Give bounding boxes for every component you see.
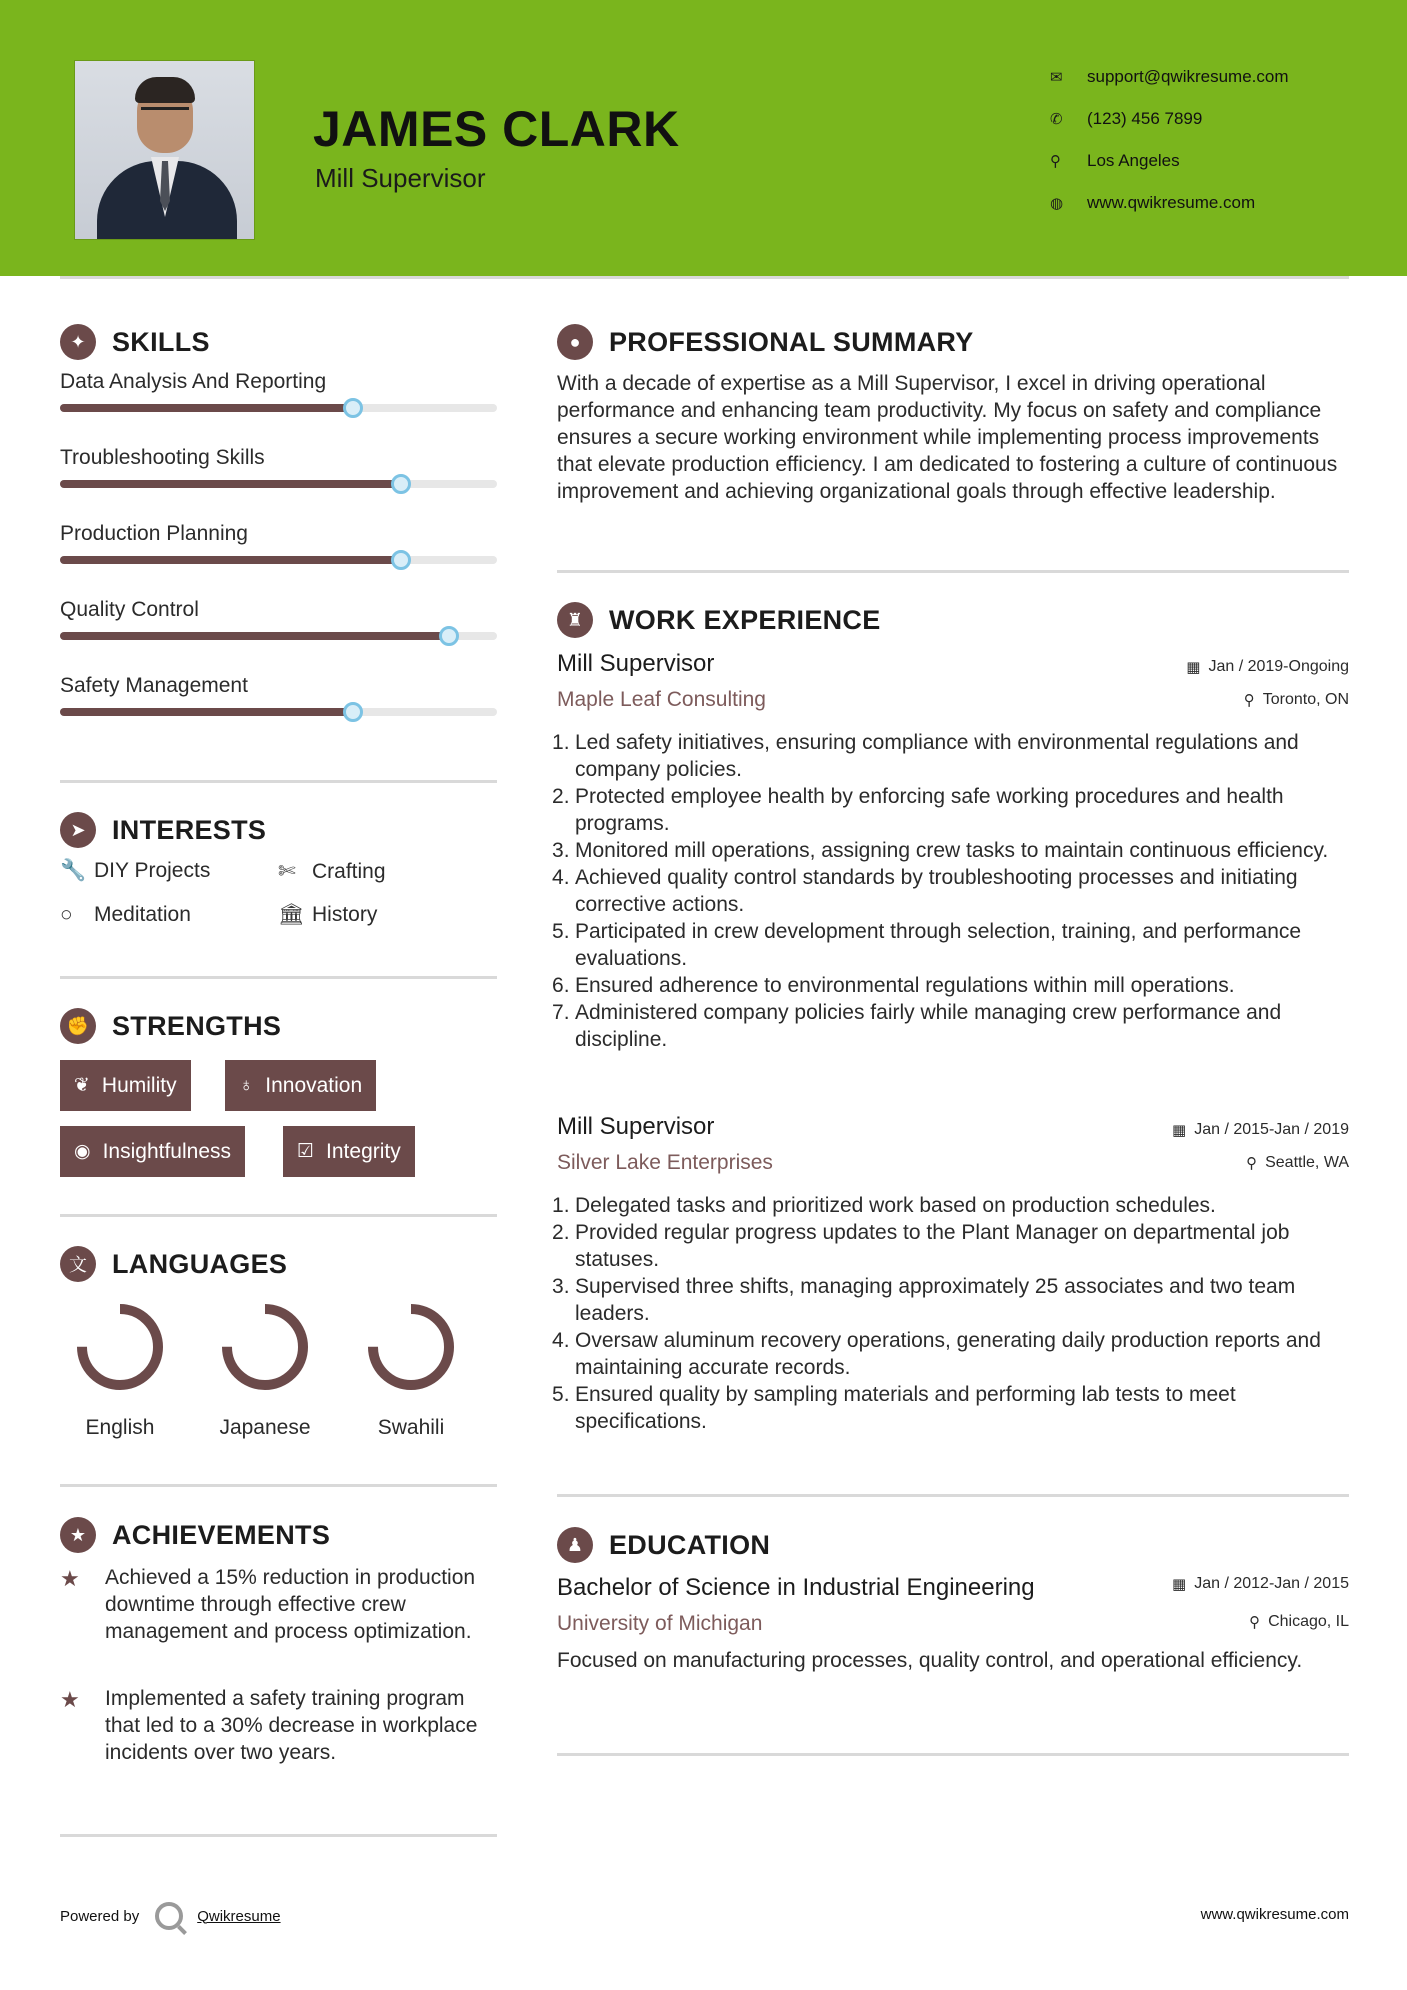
list-item: Monitored mill operations, assigning crew tasks to maintain continuous efficiency. bbox=[575, 839, 1329, 862]
calendar-icon: ▦ bbox=[1172, 1576, 1187, 1593]
pushpin-icon: ⚲ bbox=[1246, 1155, 1258, 1172]
envelope-icon: ✉ bbox=[1050, 69, 1063, 86]
divider bbox=[60, 976, 497, 979]
language-gauge bbox=[366, 1302, 456, 1392]
job-dates: ▦ Jan / 2015-Jan / 2019 bbox=[1172, 1121, 1349, 1139]
skill-item: Production Planning bbox=[60, 522, 497, 546]
skill-bar bbox=[60, 404, 497, 412]
list-item: Oversaw aluminum recovery operations, generating daily production reports and maintaining accurate records. bbox=[575, 1329, 1321, 1379]
skill-item: Data Analysis And Reporting bbox=[60, 370, 497, 394]
candidate-title: Mill Supervisor bbox=[315, 163, 486, 193]
pushpin-icon: ⚲ bbox=[1249, 1614, 1261, 1631]
contact-location: ⚲ Los Angeles bbox=[1050, 151, 1180, 170]
eye-icon: ◉ bbox=[74, 1141, 91, 1162]
strength-tag: ♁ Innovation bbox=[225, 1060, 376, 1111]
experience-heading: ♜ WORK EXPERIENCE bbox=[557, 602, 881, 638]
language-item: Swahili bbox=[351, 1302, 471, 1440]
candidate-name: JAMES CLARK bbox=[313, 101, 680, 157]
interests-heading: ➤ INTERESTS bbox=[60, 812, 266, 848]
chair-icon: ♜ bbox=[557, 602, 593, 638]
summary-heading: ● PROFESSIONAL SUMMARY bbox=[557, 324, 974, 360]
divider bbox=[557, 1494, 1349, 1497]
job-company: Maple Leaf Consulting bbox=[557, 688, 766, 711]
calendar-icon: ▦ bbox=[1186, 659, 1201, 676]
divider bbox=[60, 1834, 497, 1837]
skill-bar bbox=[60, 480, 497, 488]
language-icon: 文 bbox=[60, 1246, 96, 1282]
skill-item: Troubleshooting Skills bbox=[60, 446, 497, 470]
user-icon: ● bbox=[557, 324, 593, 360]
list-item: Supervised three shifts, managing approximately 25 associates and two team leaders. bbox=[575, 1275, 1296, 1325]
footer-brand-link[interactable]: Qwikresume bbox=[197, 1907, 281, 1925]
list-item: Ensured adherence to environmental regulations within mill operations. bbox=[575, 974, 1235, 997]
contact-list bbox=[1050, 56, 1380, 224]
interest-item: ○ Meditation bbox=[60, 903, 191, 926]
pushpin-icon: ⚲ bbox=[1243, 692, 1255, 709]
achievement-item: ★ Implemented a safety training program that led to a 30% decrease in workplace incidents over two years. bbox=[60, 1687, 478, 1764]
school-name: University of Michigan bbox=[557, 1612, 763, 1635]
degree-title: Bachelor of Science in Industrial Engineering bbox=[557, 1574, 1035, 1601]
paper-plane-icon: ➤ bbox=[60, 812, 96, 848]
language-item: Japanese bbox=[205, 1302, 325, 1440]
interest-item: 🏛 History bbox=[278, 903, 378, 926]
list-item: Achieved quality control standards by troubleshooting processes and initiating corrective actions. bbox=[575, 866, 1298, 916]
job-bullets bbox=[557, 1192, 1349, 1435]
strength-tag: ☑ Integrity bbox=[283, 1126, 415, 1177]
header-banner bbox=[0, 0, 1407, 276]
list-item: Provided regular progress updates to the Plant Manager on departmental job statuses. bbox=[575, 1221, 1290, 1271]
divider bbox=[60, 1484, 497, 1487]
wrench-icon: 🔧 bbox=[60, 859, 87, 882]
strengths-heading: ✊ STRENGTHS bbox=[60, 1008, 281, 1044]
summary-text: With a decade of expertise as a Mill Supervisor, I excel in driving operational performance and enhancing team productivity. My focus on safety and compliance ensures a secure working environment while implementing process improvements that elevate production efficiency. I am dedicated to fostering a culture of continuous improvement and achieving organizational goals through effective leadership. bbox=[557, 372, 1338, 503]
language-gauge bbox=[75, 1302, 165, 1392]
job-dates: ▦ Jan / 2019-Ongoing bbox=[1186, 658, 1349, 676]
lightbulb-icon: ✦ bbox=[60, 324, 96, 360]
contact-website[interactable]: ◍ www.qwikresume.com bbox=[1050, 193, 1256, 212]
lightbulb-icon: ♁ bbox=[239, 1074, 254, 1096]
job-title: Mill Supervisor bbox=[557, 1113, 715, 1140]
education-heading: ♟ EDUCATION bbox=[557, 1527, 770, 1563]
list-item: Participated in crew development through selection, training, and performance evaluations. bbox=[575, 920, 1302, 970]
job-title: Mill Supervisor bbox=[557, 650, 715, 677]
skill-bar-handle bbox=[343, 702, 363, 722]
skill-item: Safety Management bbox=[60, 674, 497, 698]
star-icon: ★ bbox=[60, 1687, 80, 1712]
location-pin-icon: ⚲ bbox=[1050, 153, 1061, 170]
skill-bar-handle bbox=[391, 550, 411, 570]
divider bbox=[557, 1753, 1349, 1756]
list-item: Delegated tasks and prioritized work based on production schedules. bbox=[575, 1194, 1216, 1217]
interest-item: ✄ Crafting bbox=[278, 859, 386, 883]
skill-bar bbox=[60, 632, 497, 640]
skill-item: Quality Control bbox=[60, 598, 497, 622]
skill-bar-handle bbox=[391, 474, 411, 494]
skill-bar bbox=[60, 708, 497, 716]
calendar-icon: ▦ bbox=[1172, 1122, 1187, 1139]
strength-tag: ◉ Insightfulness bbox=[60, 1126, 245, 1177]
divider bbox=[60, 780, 497, 783]
achievement-item: ★ Achieved a 15% reduction in production downtime through effective crew management and process optimization. bbox=[60, 1566, 476, 1643]
graduate-icon: ♟ bbox=[557, 1527, 593, 1563]
education-location: ⚲ Chicago, IL bbox=[1249, 1613, 1349, 1631]
qwikresume-logo-icon bbox=[155, 1902, 183, 1930]
education-dates: ▦ Jan / 2012-Jan / 2015 bbox=[1172, 1575, 1349, 1593]
divider bbox=[60, 1214, 497, 1217]
language-gauge-arc bbox=[227, 1309, 303, 1385]
star-badge-icon: ★ bbox=[60, 1517, 96, 1553]
language-item: English bbox=[60, 1302, 180, 1440]
contact-email[interactable]: ✉ support@qwikresume.com bbox=[1050, 67, 1289, 86]
education-text: Focused on manufacturing processes, quality control, and operational efficiency. bbox=[557, 1649, 1303, 1672]
skill-bar bbox=[60, 556, 497, 564]
divider bbox=[60, 276, 1349, 279]
list-item: Ensured quality by sampling materials and performing lab tests to meet specifications. bbox=[575, 1383, 1236, 1433]
scissors-icon: ✄ bbox=[278, 860, 296, 883]
list-item: Administered company policies fairly while managing crew performance and discipline. bbox=[575, 1001, 1282, 1051]
footer-powered-by: Powered by Qwikresume bbox=[60, 1902, 281, 1930]
phone-icon: ✆ bbox=[1050, 111, 1063, 128]
achievements-heading: ★ ACHIEVEMENTS bbox=[60, 1517, 330, 1553]
profile-photo bbox=[74, 60, 255, 240]
interest-item: 🔧 DIY Projects bbox=[60, 859, 211, 882]
languages-heading: 文 LANGUAGES bbox=[60, 1246, 287, 1282]
list-item: Led safety initiatives, ensuring compliance with environmental regulations and company policies. bbox=[575, 731, 1299, 781]
circle-icon: ○ bbox=[60, 903, 73, 926]
star-icon: ★ bbox=[60, 1566, 80, 1591]
leaf-icon: ❦ bbox=[74, 1075, 90, 1096]
job-bullets bbox=[557, 729, 1349, 1053]
job-location: ⚲ Seattle, WA bbox=[1246, 1154, 1349, 1172]
skills-heading: ✦ SKILLS bbox=[60, 324, 210, 360]
skill-bar-handle bbox=[439, 626, 459, 646]
list-item: Protected employee health by enforcing safe working procedures and health programs. bbox=[575, 785, 1284, 835]
contact-phone[interactable]: ✆ (123) 456 7899 bbox=[1050, 109, 1203, 128]
fist-icon: ✊ bbox=[60, 1008, 96, 1044]
footer-url[interactable]: www.qwikresume.com bbox=[1200, 1906, 1349, 1923]
skill-bar-handle bbox=[343, 398, 363, 418]
language-gauge bbox=[220, 1302, 310, 1392]
checkbox-icon: ☑ bbox=[297, 1141, 315, 1162]
language-gauge-arc bbox=[373, 1309, 449, 1385]
job-location: ⚲ Toronto, ON bbox=[1243, 691, 1349, 709]
strength-tag: ❦ Humility bbox=[60, 1060, 191, 1111]
language-gauge-arc bbox=[82, 1309, 158, 1385]
divider bbox=[557, 570, 1349, 573]
globe-icon: ◍ bbox=[1050, 195, 1064, 212]
museum-icon: 🏛 bbox=[278, 903, 305, 926]
job-company: Silver Lake Enterprises bbox=[557, 1151, 773, 1174]
